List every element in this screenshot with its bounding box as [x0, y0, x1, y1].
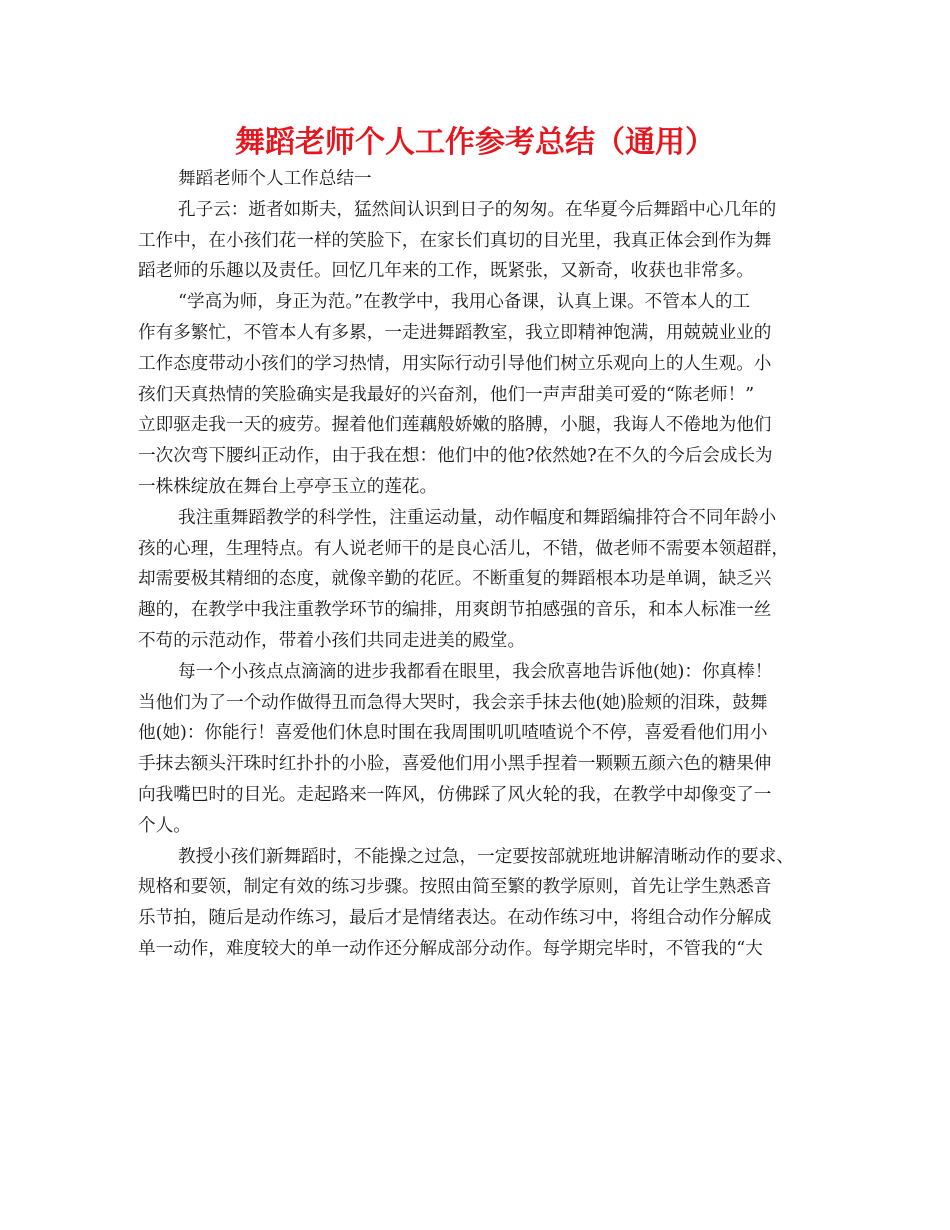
paragraph-line: 立即驱走我一天的疲劳。握着他们莲藕般娇嫩的胳膊，小腿，我诲人不倦地为他们 — [138, 415, 772, 436]
document-title: 舞蹈老师个人工作参考总结（通用） — [235, 125, 715, 160]
document-body — [138, 164, 816, 965]
paragraph-line: 趣的，在教学中我注重教学环节的编排，用爽朗节拍感强的音乐，和本人标准一丝 — [138, 600, 772, 621]
paragraph-line: “学高为师，身正为范。”在教学中，我用心备课，认真上课。不管本人的工 — [178, 292, 751, 313]
paragraph-4 — [138, 657, 816, 842]
paragraph-line: 一次次弯下腰纠正动作，由于我在想：他们中的他?依然她?在不久的今后会成长为 — [138, 446, 773, 467]
paragraph-line: 作有多繁忙，不管本人有多累，一走进舞蹈教室，我立即精神饱满，用兢兢业业的 — [138, 322, 772, 343]
section-subheading: 舞蹈老师个人工作总结一 — [178, 169, 372, 189]
paragraph-5 — [138, 842, 816, 965]
paragraph-line: 不苟的示范动作，带着小孩们共同走进美的殿堂。 — [138, 630, 526, 651]
paragraph-3 — [138, 503, 816, 657]
paragraph-line: 当他们为了一个动作做得丑而急得大哭时，我会亲手抹去他(她)脸颊的泪珠，鼓舞 — [138, 692, 768, 713]
paragraph-line: 向我嘴巴时的目光。走起路来一阵风，仿佛踩了风火轮的我，在教学中却像变了一 — [138, 784, 772, 805]
paragraph-line: 我注重舞蹈教学的科学性，注重运动量，动作幅度和舞蹈编排符合不同年龄小 — [178, 507, 777, 528]
paragraph-1 — [138, 195, 816, 287]
paragraph-line: 工作态度带动小孩们的学习热情，用实际行动引导他们树立乐观向上的人生观。小 — [138, 353, 772, 374]
paragraph-line: 单一动作，难度较大的单一动作还分解成部分动作。每学期完毕时，不管我的“大 — [138, 938, 763, 959]
paragraph-line: 教授小孩们新舞蹈时，不能操之过急，一定要按部就班地讲解清晰动作的要求、 — [178, 846, 794, 867]
paragraph-2 — [138, 287, 816, 503]
paragraph-line: 手抹去额头汗珠时红扑扑的小脸，喜爱他们用小黑手捏着一颗颗五颜六色的糖果伸 — [138, 754, 772, 775]
paragraph-line: 个人。 — [138, 815, 191, 836]
paragraph-line: 孩们天真热情的笑脸确实是我最好的兴奋剂，他们一声声甜美可爱的“陈老师！” — [138, 384, 755, 405]
paragraph-line: 每一个小孩点点滴滴的进步我都看在眼里，我会欣喜地告诉他(她)：你真棒！ — [178, 661, 773, 682]
paragraph-line: 规格和要领，制定有效的练习步骤。按照由简至繁的教学原则，首先让学生熟悉音 — [138, 877, 772, 898]
paragraph-line: 蹈老师的乐趣以及责任。回忆几年来的工作，既紧张，又新奇，收获也非常多。 — [138, 261, 754, 282]
paragraph-line: 一株株绽放在舞台上亭亭玉立的莲花。 — [138, 476, 438, 497]
paragraph-line: 孩的心理，生理特点。有人说老师干的是良心活儿，不错，做老师不需要本领超群， — [138, 538, 789, 559]
paragraph-line: 他(她)：你能行！喜爱他们休息时围在我周围叽叽喳喳说个不停，喜爱看他们用小 — [138, 723, 768, 744]
paragraph-line: 工作中，在小孩们花一样的笑脸下，在家长们真切的目光里，我真正体会到作为舞 — [138, 230, 772, 251]
paragraph-line: 却需要极其精细的态度，就像辛勤的花匠。不断重复的舞蹈根本功是单调，缺乏兴 — [138, 569, 772, 590]
paragraph-line: 乐节拍，随后是动作练习，最后才是情绪表达。在动作练习中，将组合动作分解成 — [138, 908, 772, 929]
paragraph-line: 孔子云：逝者如斯夫，猛然间认识到日子的匆匆。在华夏今后舞蹈中心几年的 — [178, 199, 777, 220]
